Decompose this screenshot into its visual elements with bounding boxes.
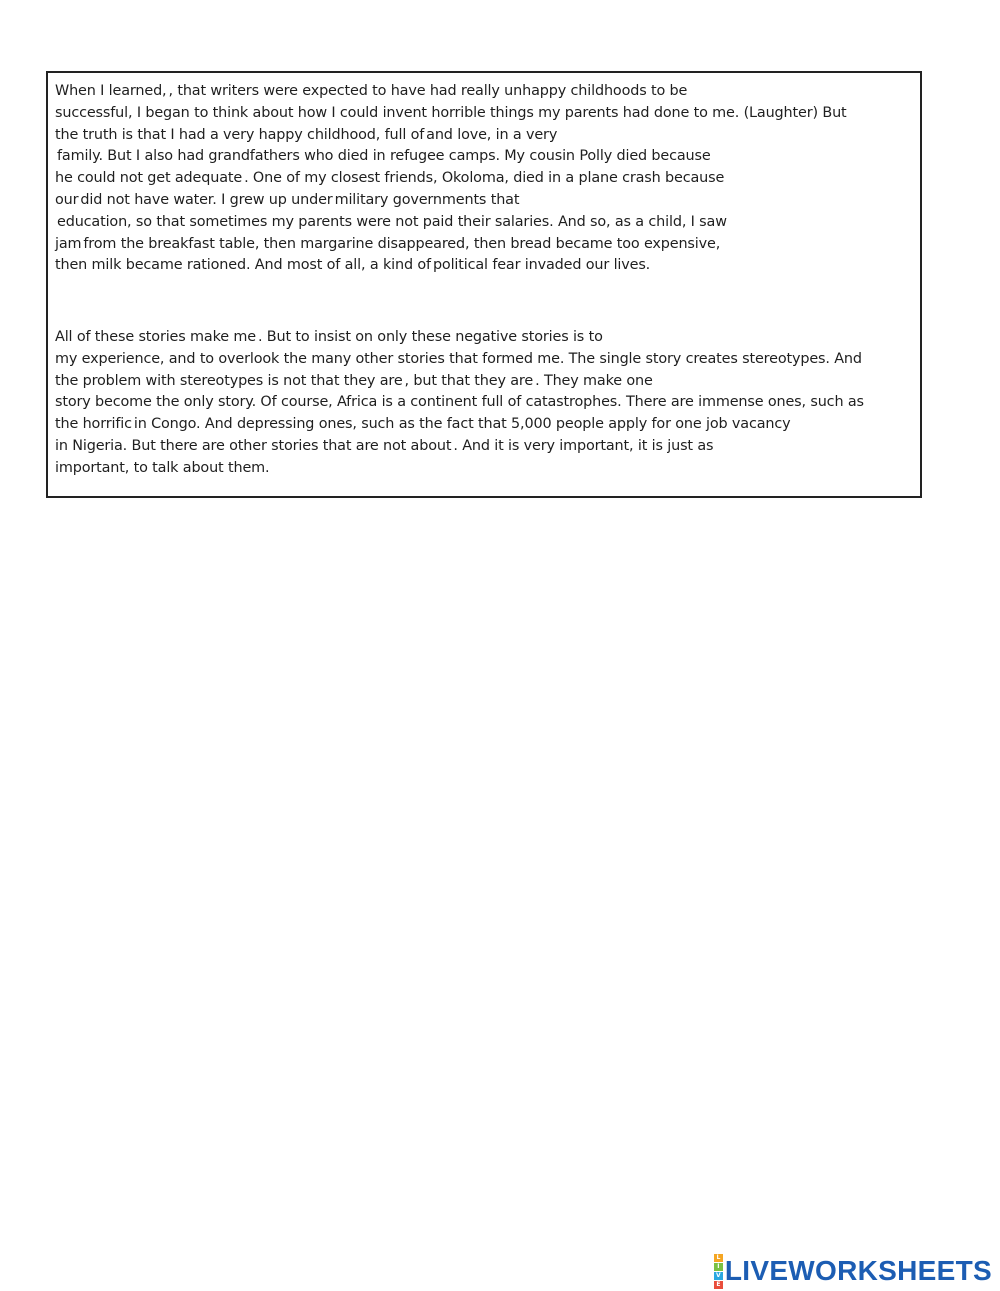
text-line: [55, 414, 914, 436]
text-segment: the truth is that I had a very happy childhood, full of: [55, 126, 425, 143]
text-line: [55, 436, 914, 458]
worksheet-box: [46, 71, 922, 498]
text-segment: in Congo. And depressing ones, such as the fact that 5,000 people apply for one job vacancy: [133, 416, 791, 433]
text-segment: military governments that: [334, 191, 520, 208]
text-segment: jam: [55, 235, 82, 252]
logo-text: LIVEWORKSHEETS: [724, 1255, 992, 1286]
text-segment: from the breakfast table, then margarine disappeared, then bread became too expensive,: [83, 235, 721, 252]
text-segment: the problem with stereotypes is not that they are: [55, 372, 403, 389]
text-line: [55, 212, 914, 234]
text-line: [55, 146, 914, 168]
paragraph-1: [55, 81, 914, 277]
text-segment: he could not get adequate: [55, 170, 243, 187]
text-line: [55, 190, 914, 212]
text-segment: then milk became rationed. And most of all, a kind of: [55, 257, 431, 274]
text-segment: , that writers were expected to have had really unhappy childhoods to be: [168, 83, 688, 99]
text-segment: story become the only story. Of course, Africa is a continent full of catastrophes. There are immense ones, such as: [55, 394, 864, 411]
text-line: [55, 392, 914, 414]
text-line: [55, 327, 914, 349]
text-line: [55, 458, 914, 480]
text-line: [55, 168, 914, 190]
text-line: [55, 371, 914, 393]
text-segment: education, so that sometimes my parents were not paid their salaries. And so, as a child, I saw: [57, 213, 727, 230]
text-segment: . One of my closest friends, Okoloma, died in a plane crash because: [244, 170, 725, 187]
logo-block: L: [714, 1254, 723, 1262]
text-segment: family. But I also had grandfathers who died in refugee camps. My cousin Polly died because: [57, 148, 711, 165]
text-segment: successful, I began to think about how I could invent horrible things my parents had done to me. (Laughter) But: [55, 104, 847, 121]
text-segment: political fear invaded our lives.: [432, 257, 651, 274]
text-segment: and love, in a very: [426, 126, 558, 143]
text-segment: . And it is very important, it is just as: [453, 437, 714, 454]
text-segment: my experience, and to overlook the many other stories that formed me. The single story creates stereotypes. And: [55, 350, 862, 367]
text-segment: All of these stories make me: [55, 329, 256, 345]
text-line: [55, 103, 914, 125]
logo-block: E: [714, 1281, 723, 1289]
text-segment: . But to insist on only these negative stories is to: [257, 329, 603, 345]
liveworksheets-logo: [714, 1253, 992, 1288]
text-line: [55, 234, 914, 256]
logo-block: V: [714, 1272, 723, 1280]
text-segment: did not have water. I grew up under: [80, 191, 333, 208]
text-segment: our: [55, 191, 79, 208]
text-segment: , but that they are: [404, 372, 534, 389]
text-segment: . They make one: [535, 372, 653, 389]
logo-blocks-icon: [714, 1254, 723, 1289]
text-segment: important, to talk about them.: [55, 459, 270, 476]
logo-block: I: [714, 1263, 723, 1271]
paragraph-2: [55, 327, 914, 480]
text-line: [55, 255, 914, 277]
text-line: [55, 125, 914, 147]
text-segment: When I learned,: [55, 83, 167, 99]
text-line: [55, 81, 914, 103]
text-line: [55, 349, 914, 371]
text-segment: in Nigeria. But there are other stories that are not about: [55, 437, 452, 454]
text-segment: the horrific: [55, 416, 132, 433]
